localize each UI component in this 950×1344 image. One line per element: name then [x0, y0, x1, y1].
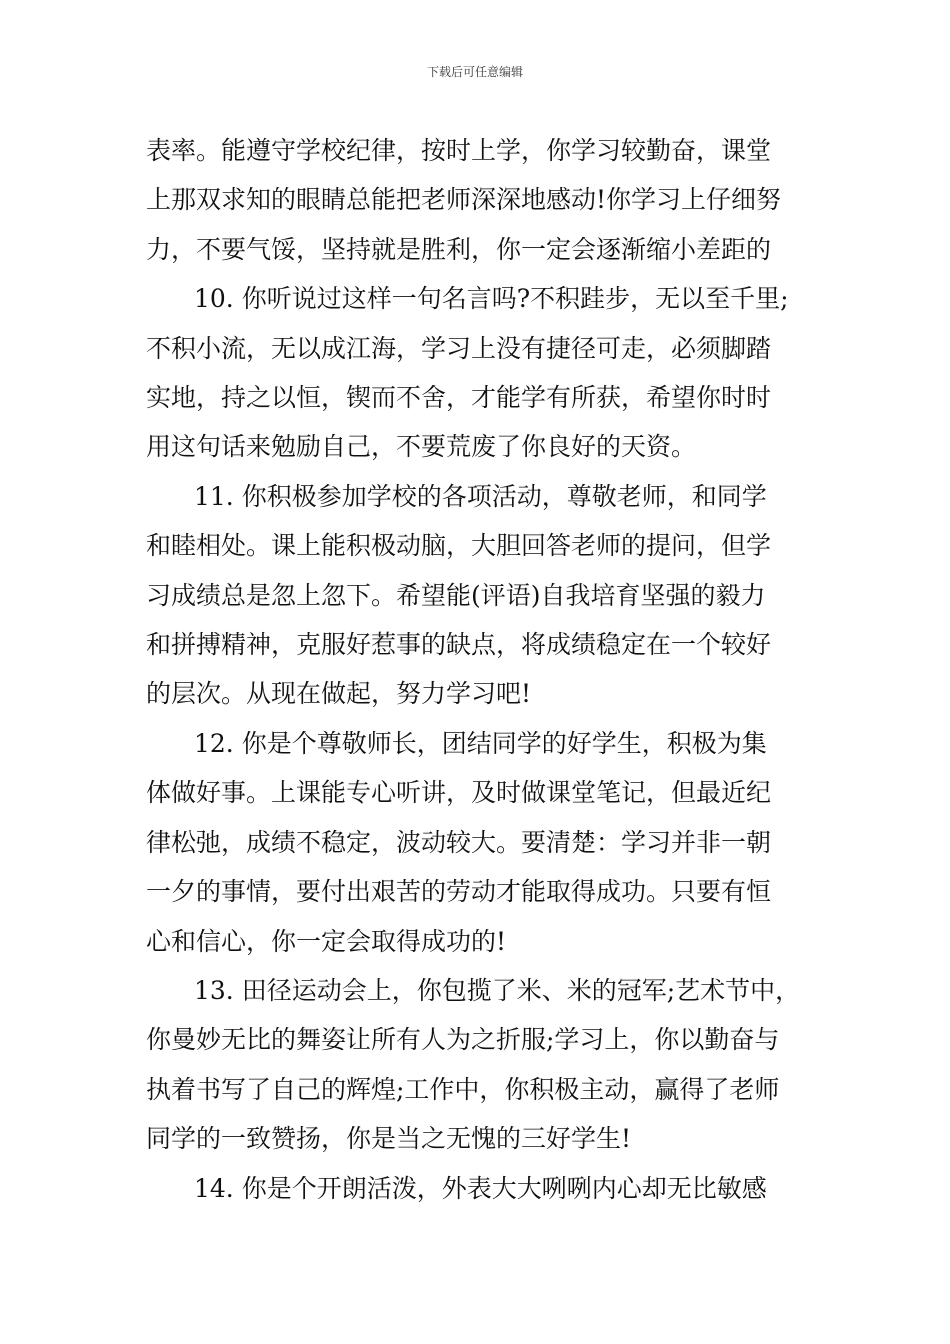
paragraph-item-10	[146, 274, 808, 472]
text-line: 同学的一致赞扬，你是当之无愧的三好学生!	[146, 1124, 632, 1154]
text-line: 你曼妙无比的舞姿让所有人为之折服;学习上，你以勤奋与	[146, 1025, 780, 1055]
text-line: 律松弛，成绩不稳定，波动较大。要清楚：学习并非一朝	[146, 827, 772, 857]
text-line: 习成绩总是忽上忽下。希望能(评语)自我培育坚强的毅力	[146, 580, 766, 610]
text-line: 的层次。从现在做起，努力学习吧!	[146, 679, 532, 709]
text-line: 和睦相处。课上能积极动脑，大胆回答老师的提问，但学	[146, 531, 772, 561]
text-line: 不积小流，无以成江海，学习上没有捷径可走，必须脚踏	[146, 333, 772, 363]
paragraph-item-13	[146, 966, 808, 1164]
text-line: 实地，持之以恒，锲而不舍，才能学有所获，希望你时时	[146, 383, 772, 413]
text-line: 一夕的事情，要付出艰苦的劳动才能取得成功。只要有恒	[146, 877, 772, 907]
text-line: 13. 田径运动会上，你包揽了米、米的冠军;艺术节中，	[194, 975, 801, 1005]
paragraph-item-12	[146, 719, 808, 966]
text-line: 11. 你积极参加学校的各项活动，尊敬老师，和同学	[194, 481, 767, 511]
text-line: 上那双求知的眼睛总能把老师深深地感动!你学习上仔细努	[146, 185, 782, 215]
text-line: 14. 你是个开朗活泼，外表大大咧咧内心却无比敏感	[194, 1173, 767, 1203]
text-line: 用这句话来勉励自己，不要荒废了你良好的天资。	[146, 432, 697, 462]
text-line: 12. 你是个尊敬师长，团结同学的好学生，积极为集	[194, 728, 767, 758]
text-line: 10. 你听说过这样一句名言吗?不积跬步，无以至千里;	[194, 284, 789, 314]
page-header: 下载后可任意编辑	[426, 65, 523, 79]
text-line: 执着书写了自己的辉煌;工作中，你积极主动，赢得了老师	[146, 1074, 780, 1104]
paragraph-item-14	[146, 1164, 808, 1213]
text-line: 表率。能遵守学校纪律，按时上学，你学习较勤奋，课堂	[146, 136, 772, 165]
text-line: 心和信心，你一定会取得成功的!	[146, 926, 507, 956]
text-line: 体做好事。上课能专心听讲，及时做课堂笔记，但最近纪	[146, 778, 772, 808]
paragraph-item-11	[146, 472, 808, 719]
document-body	[146, 126, 808, 1213]
paragraph-continuation	[146, 126, 808, 274]
text-line: 和拼搏精神，克服好惹事的缺点，将成绩稳定在一个较好	[146, 630, 772, 660]
text-line: 力，不要气馁，坚持就是胜利，你一定会逐渐缩小差距的	[146, 234, 772, 264]
